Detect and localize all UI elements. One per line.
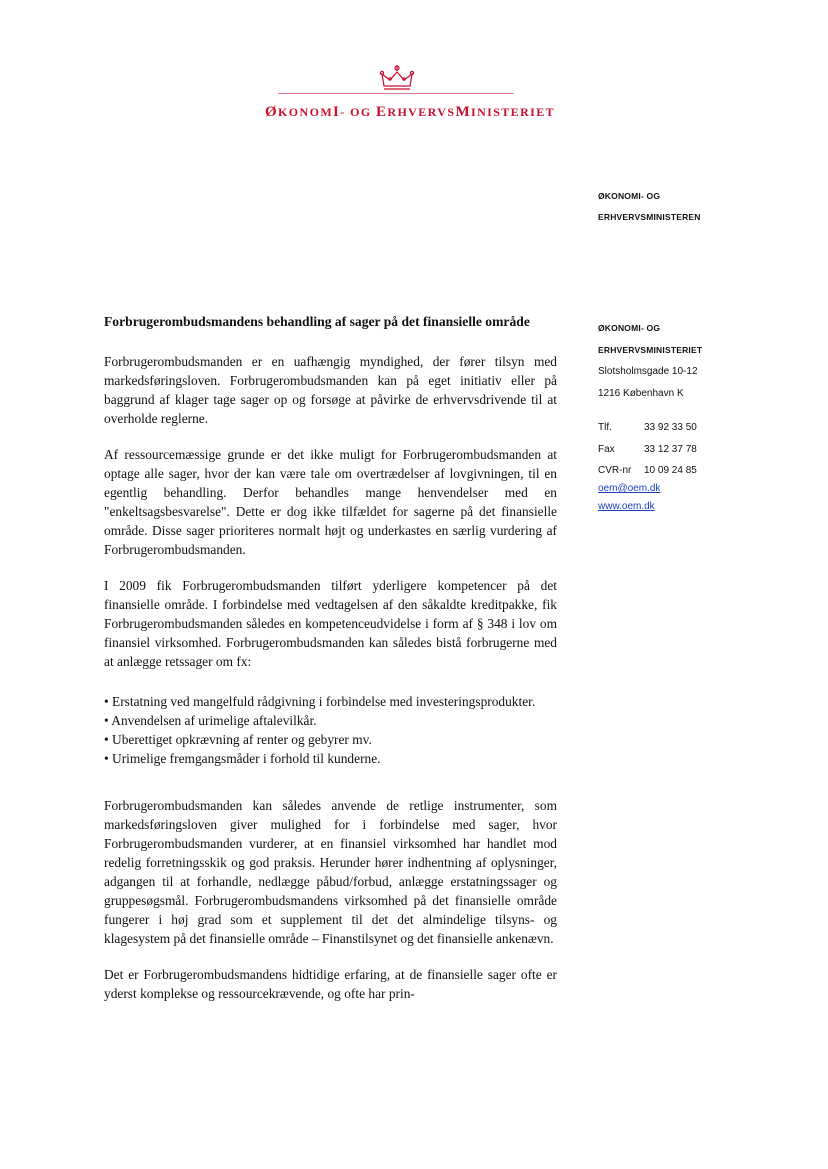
logo-part: I [333, 104, 341, 120]
paragraph: I 2009 fik Forbrugerombudsmanden tilført yderligere kompetencer på det finansielle område. I forbindelse med vedtagelsen af den såkaldte kreditpakke, fik Forbrugerombudsmanden således en kompetenceudvidelse i form af § 348 i lov om finansiel virksomhed. Forbrugerombudsmanden kan således bistå forbrugerne med at anlægge retssager om fx: [104, 578, 557, 669]
ministry-logo [200, 104, 620, 121]
bullet-list [104, 692, 557, 768]
website-link[interactable]: www.oem.dk [598, 501, 655, 512]
paragraph: Forbrugerombudsmanden er en uafhængig myndighed, der fører tilsyn med markedsføringsloven. Forbrugerombudsmanden kan på eget initiativ eller på baggrund af klager tage sager op og forsøge at påvirke de erhvervsdrivende til at overholde reglerne. [104, 354, 557, 426]
address-name: ØKONOMI- OG [598, 323, 661, 333]
address-city: 1216 København K [598, 388, 684, 399]
document-body [104, 312, 557, 1020]
logo-part: INISTERIET [471, 105, 556, 119]
phone-label: Tlf. [598, 422, 612, 433]
sidebar-ministry [598, 186, 701, 228]
logo-part: Ø [264, 104, 279, 120]
logo-part: E [375, 104, 388, 120]
phone-row [598, 417, 702, 439]
sidebar-address [598, 317, 702, 516]
phone-value: 33 92 33 50 [644, 422, 697, 433]
paragraph: Af ressourcemæssige grunde er det ikke muligt for Forbrugerombudsmanden at optage alle sager, hvor der kan være tale om overtrædelser af lovgivningen, til en egentlig behandling. Derfor behandles mange henvendelser med en "enkeltsagsbesvarelse". Dette er dog ikke tilfældet for sagerne på det finansielle område. Disse sager prioriteres normalt højt og underkastes en særlig vurdering af Forbrugerombudsmanden. [104, 447, 557, 557]
cvr-label: CVR-nr [598, 465, 632, 476]
crown-icon [374, 64, 420, 94]
sidebar-ministry-line: ERHVERVSMINISTEREN [598, 212, 701, 222]
document-title: Forbrugerombudsmandens behandling af sager på det finansielle område [104, 314, 530, 329]
list-item: • Anvendelsen af urimelige aftalevilkår. [104, 713, 317, 728]
paragraph: Det er Forbrugerombudsmandens hidtidige erfaring, at de finansielle sager ofte er yderst komplekse og ressourcekrævende, og ofte har prin- [104, 967, 557, 1001]
logo-rule [278, 93, 514, 94]
address-street: Slotsholmsgade 10-12 [598, 366, 698, 377]
logo-part: KONOM [278, 105, 334, 119]
list-item: • Uberettiget opkrævning af renter og gebyrer mv. [104, 732, 372, 747]
logo-part: - OG [340, 105, 376, 119]
list-item: • Urimelige fremgangsmåder i forhold til kunderne. [104, 751, 381, 766]
fax-row [598, 439, 702, 461]
logo-part: RHVERVS [387, 105, 456, 119]
paragraph: Forbrugerombudsmanden kan således anvende de retlige instrumenter, som markedsføringsloven giver mulighed for i forbindelse med sager, hvor Forbrugerombudsmanden vurderer, at en finansiel virksomhed har handlet mod redelig forretningsskik og god praksis. Herunder hører indhentning af oplysninger, adgangen til at forhandle, nedlægge påbud/forbud, anlægge erstatningssager og gruppesøgsmål. Forbrugerombudsmandens virksomhed på det finansielle område fungerer i høj grad som et supplement til det det almindelige tilsyns- og klagesystem på det finansielle område – Finanstilsynet og det finansielle ankenævn. [104, 798, 557, 946]
fax-value: 33 12 37 78 [644, 444, 697, 455]
logo-part: M [455, 104, 471, 120]
list-item: • Erstatning ved mangelfuld rådgivning i forbindelse med investeringsprodukter. [104, 694, 536, 709]
email-link[interactable]: oem@oem.dk [598, 483, 661, 494]
address-name: ERHVERVSMINISTERIET [598, 345, 703, 355]
fax-label: Fax [598, 444, 615, 455]
cvr-row [598, 461, 702, 480]
cvr-value: 10 09 24 85 [644, 465, 697, 476]
sidebar-ministry-line: ØKONOMI- OG [598, 191, 661, 201]
